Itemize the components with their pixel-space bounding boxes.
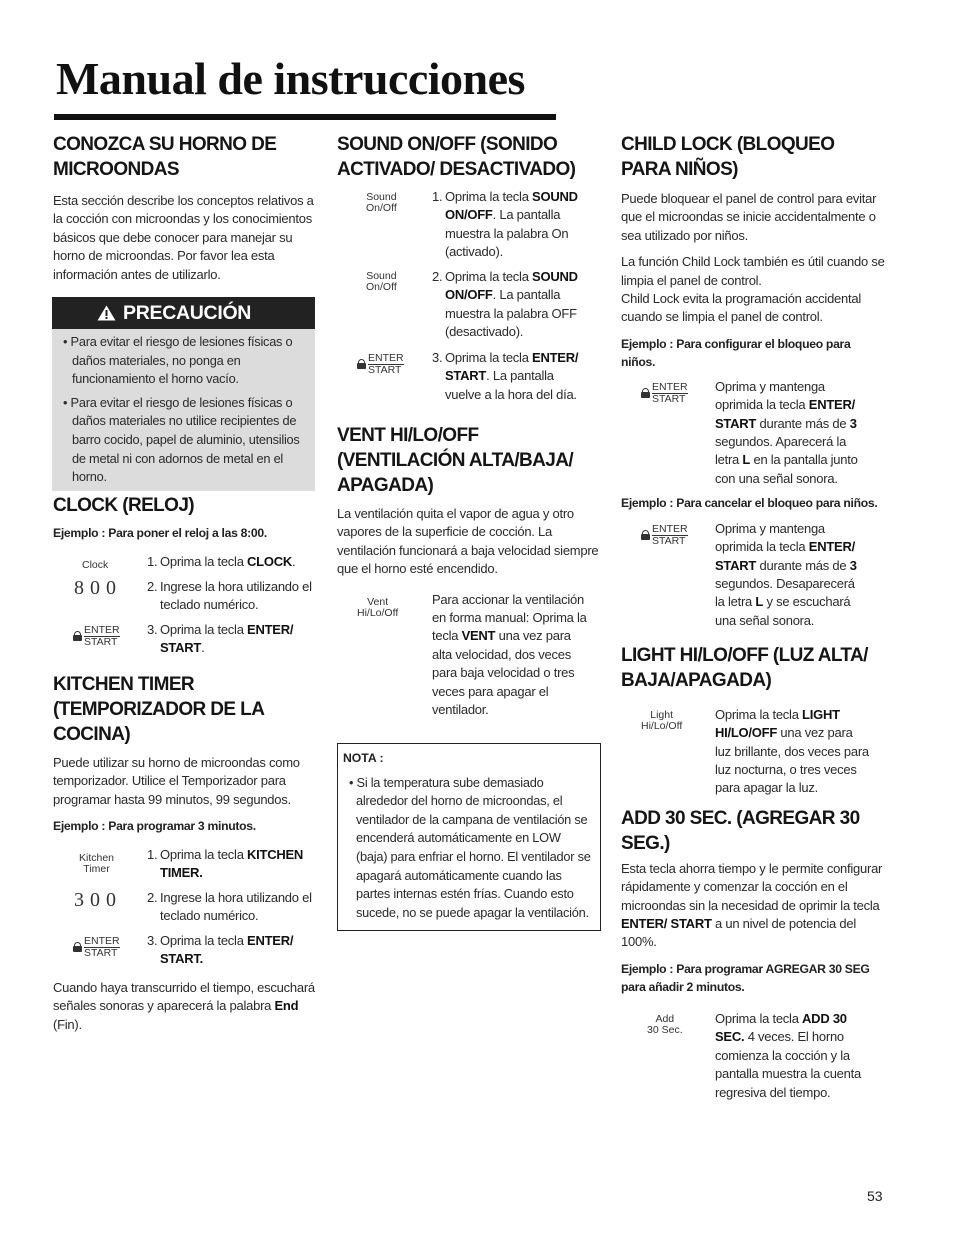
enter-start-key: ENTER START [641,382,688,404]
sound-step-3: 3. Oprima la tecla ENTER/ START. La pantalla vuelve a la hora del día. [432,350,579,402]
light-key: Light Hi/Lo/Off [641,708,683,732]
clock-key: Clock [82,558,109,571]
sound-step-2: 2. Oprima la tecla SOUND ON/OFF. La pantalla muestra la palabra OFF (desactivado). [432,269,578,340]
enter-start-key: ENTER START [73,936,120,958]
timer-step-2: 2. Ingrese la hora utilizando el teclado numérico. [147,890,312,924]
clock-step-2: 2. Ingrese la hora utilizando el teclado numérico. [147,578,312,613]
enter-start-key: ENTER START [641,524,688,546]
clock-step-3: 3. Oprima la tecla ENTER/ START. [147,621,294,656]
lock-icon [641,530,650,540]
note-text: • Si la temperatura sube demasiado alrededor del horno de microondas, el ventilador de la campana de ventilación se encenderá automáticamente en LOW (baja) para enfriar el horno. El ventilador se apagará automáticamente cuando las partes internas estén frías. Cuando esto sucede, no se puede apagar la ventilación. [349,774,591,920]
kitchen-timer-key: Kitchen Timer [79,852,115,875]
timer-steps [53,843,315,979]
add30-key: Add 30 Sec. [647,1012,683,1036]
child-lock-example-2: Ejemplo : Para cancelar el bloqueo para niños. [621,495,878,510]
lock-icon [641,388,650,398]
oven-intro: Esta sección describe los conceptos relativos a la cocción con microondas y los conocimientos básicos que debe conocer para manejar su horno de microondas. Por favor lea esta información antes de utilizarlo. [53,193,314,282]
vent-steps [337,591,602,731]
add30-text: Oprima la tecla ADD 30 SEC. 4 veces. El horno comienza la cocción y la pantalla muestra la cuenta regresiva del tiempo. [715,1010,861,1100]
vent-instruction: Para accionar la ventilación en forma manual: Oprima la tecla VENT una vez para alta velocidad, dos veces para baja velocidad o tres veces para apagar el ventilador. [432,591,587,718]
caution-header [52,297,315,329]
add30-step [621,1010,886,1110]
light-step [621,706,886,806]
child-lock-cancel-step [621,520,886,640]
timer-digits: 300 [74,889,122,911]
clock-example: Ejemplo : Para poner el reloj a las 8:00. [53,525,267,540]
note-box [337,743,601,932]
timer-step-3: 3. Oprima la tecla ENTER/ START. [147,933,294,967]
add30-intro: Esta tecla ahorra tiempo y le permite configurar rápidamente y comenzar la cocción en el microondas sin la necesidad de oprimir la tecla ENTER/ START a un nivel de potencia del 100%. [621,860,883,950]
lock-icon [357,359,366,369]
column-1 [53,132,315,1034]
enter-start-key: ENTER START [73,625,120,647]
child-lock-example-1: Ejemplo : Para configurar el bloqueo para niños. [621,336,851,369]
caution-item: • Para evitar el riesgo de lesiones físicas o daños materiales, no ponga en funcionamiento el horno vacío. [63,334,293,387]
column-2 [337,132,602,931]
section-heading-timer: KITCHEN TIMER (TEMPORIZADOR DE LA COCINA) [53,673,264,745]
warning-triangle-icon [97,305,116,321]
child-lock-p1: Puede bloquear el panel de control para evitar que el microondas se inicie accidentalmente o sea utilizado por niños. [621,191,877,243]
add30-example: Ejemplo : Para programar AGREGAR 30 SEG para añadir 2 minutos. [621,961,870,994]
sound-onoff-key: Sound On/Off [366,191,397,214]
note-label: NOTA : [343,750,384,765]
timer-step-1: 1. Oprima la tecla KITCHEN TIMER. [147,847,304,881]
section-heading-child-lock: CHILD LOCK (BLOQUEO PARA NIÑOS) [621,134,835,180]
enter-start-key: ENTER START [357,353,404,375]
vent-intro: La ventilación quita el vapor de agua y otro vapores de la superficie de cocción. La ventilación funcionará a baja velocidad siempre que el horno esté encendido. [337,506,599,577]
section-heading-add30: ADD 30 SEC. (AGREGAR 30 SEG.) [621,807,860,854]
page-title: Manual de instrucciones [56,53,525,104]
clock-digits: 800 [74,576,122,599]
section-heading-oven: CONOZCA SU HORNO DE MICROONDAS [53,134,277,180]
timer-outro: Cuando haya transcurrido el tiempo, escuchará señales sonoras y aparecerá la palabra End (Fin). [53,980,315,1032]
sound-step-1: 1. Oprima la tecla SOUND ON/OFF. La pantalla muestra la palabra On (activado). [432,189,578,260]
child-lock-cancel-text: Oprima y mantenga oprimida la tecla ENTER/ START durante más de 3 segundos. Desaparecerá la letra L y se escuchará una señal sonora. [715,520,857,628]
timer-intro: Puede utilizar su horno de microondas como temporizador. Utilice el Temporizador para programar hasta 99 minutos, 99 segundos. [53,754,300,807]
lock-icon [73,631,82,641]
sound-steps [337,188,602,423]
caution-box [52,297,315,491]
child-lock-p2: La función Child Lock también es útil cuando se limpia el panel de control. [621,254,885,288]
timer-example: Ejemplo : Para programar 3 minutos. [53,819,256,833]
child-lock-set-step [621,378,886,493]
child-lock-p3: Child Lock evita la programación accidental cuando se limpia el panel de control. [621,291,861,325]
vent-key: Vent Hi/Lo/Off [357,595,399,619]
sound-onoff-key: Sound On/Off [366,270,397,293]
page-number: 53 [867,1188,883,1204]
clock-steps [53,550,315,668]
section-heading-vent: VENT HI/LO/OFF (VENTILACIÓN ALTA/BAJA/ APAGADA) [337,425,574,496]
section-heading-light: LIGHT HI/LO/OFF (LUZ ALTA/ BAJA/APAGADA) [621,644,868,691]
light-text: Oprima la tecla LIGHT HI/LO/OFF una vez para luz brillante, dos veces para luz nocturna, o tres veces para apagar la luz. [715,706,869,796]
section-heading-sound: SOUND ON/OFF (SONIDO ACTIVADO/ DESACTIVADO) [337,134,576,180]
clock-step-1: 1. Oprima la tecla CLOCK. [147,553,296,569]
child-lock-set-text: Oprima y mantenga oprimida la tecla ENTER/ START durante más de 3 segundos. Aparecerá la letra L en la pantalla junto con una señal sonora. [715,378,858,486]
caution-body [52,329,315,491]
lock-icon [73,942,82,952]
caution-item: • Para evitar el riesgo de lesiones físicas o daños materiales no utilice recipientes de barro cocido, papel de aluminio, utensilios de metal ni con adornos de metal en el horno. [63,394,300,485]
caution-label: PRECAUCIÓN [123,301,252,324]
title-rule [54,114,556,120]
section-heading-clock: CLOCK (RELOJ) [53,494,195,516]
column-3 [621,132,886,1110]
